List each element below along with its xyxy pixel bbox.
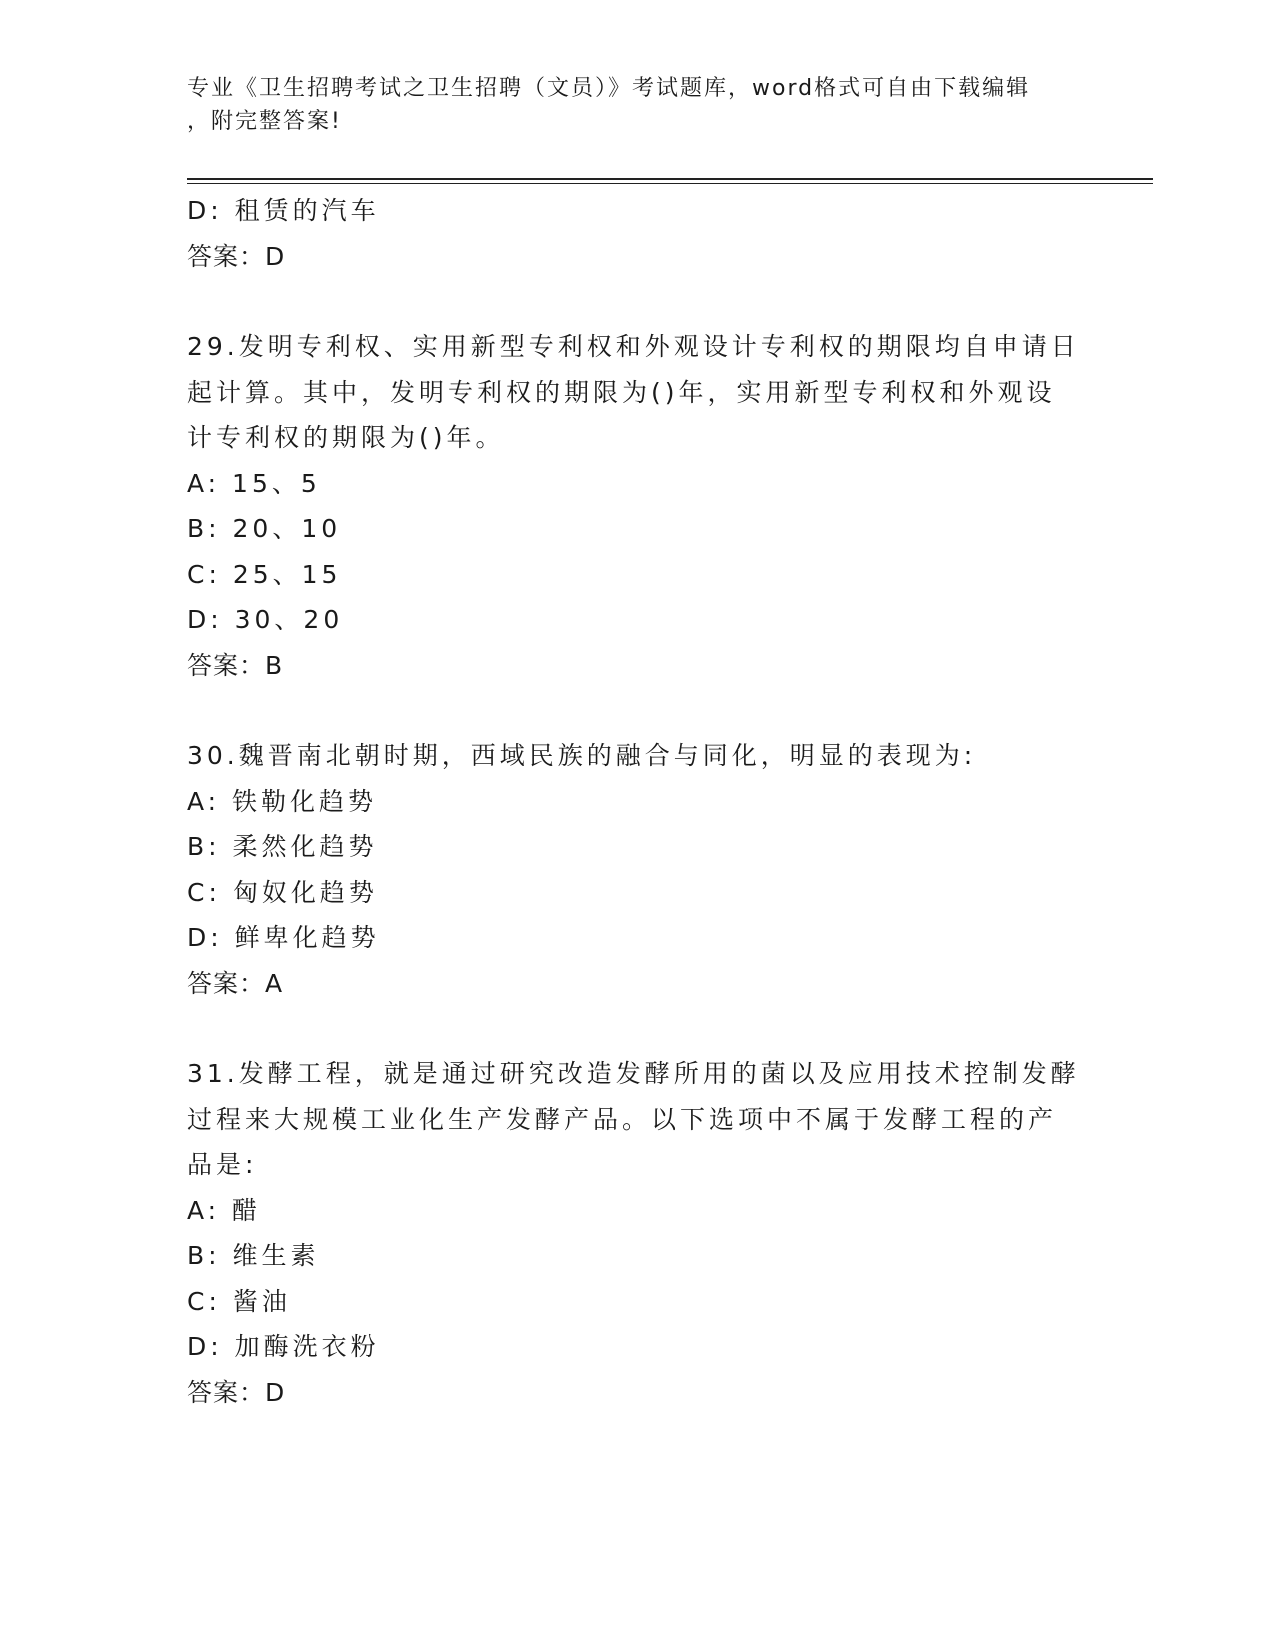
option-b: B: 柔然化趋势 [187, 832, 378, 861]
previous-question-tail [187, 188, 1087, 279]
option-b: B: 20、10 [187, 514, 342, 543]
question-text-line: 29.发明专利权、实用新型专利权和外观设计专利权的期限均自申请日 [187, 332, 1080, 361]
answer-line: 答案：A [187, 968, 284, 998]
option-d: D: 鲜卑化趋势 [187, 923, 380, 952]
answer-line: 答案：D [187, 241, 286, 271]
option-a: A: 醋 [187, 1195, 262, 1225]
answer-line: 答案：B [187, 650, 284, 680]
question-text-line: 过程来大规模工业化生产发酵产品。以下选项中不属于发酵工程的产 [187, 1104, 1058, 1134]
option-d: D: 30、20 [187, 605, 344, 634]
header-line-2: ，附完整答案! [187, 109, 342, 134]
answer-line: 答案：D [187, 1377, 286, 1407]
question-29 [187, 324, 1087, 688]
option-d: D: 租赁的汽车 [187, 196, 380, 225]
option-c: C: 酱油 [187, 1286, 291, 1316]
header-rule-thin [187, 183, 1153, 184]
question-30 [187, 733, 1087, 1006]
question-text-line: 品是: [187, 1150, 258, 1179]
question-text-line: 计专利权的期限为()年。 [187, 423, 505, 452]
option-d: D: 加酶洗衣粉 [187, 1332, 380, 1361]
option-a: A: 15、5 [187, 468, 321, 498]
option-c: C: 25、15 [187, 559, 342, 589]
question-text-line: 起计算。其中，发明专利权的期限为()年，实用新型专利权和外观设 [187, 377, 1056, 407]
question-text-line: 31.发酵工程，就是通过研究改造发酵所用的菌以及应用技术控制发酵 [187, 1059, 1080, 1088]
header-line-1: 专业《卫生招聘考试之卫生招聘（文员）》考试题库，word格式可自由下载编辑 [187, 76, 1031, 101]
header-rule-thick [187, 178, 1153, 180]
option-a: A: 铁勒化趋势 [187, 786, 378, 816]
question-31 [187, 1051, 1087, 1415]
document-body [187, 188, 1087, 1415]
option-b: B: 维生素 [187, 1241, 320, 1270]
page-header [187, 72, 1087, 138]
option-c: C: 匈奴化趋势 [187, 877, 378, 907]
question-text-line: 30.魏晋南北朝时期，西域民族的融合与同化，明显的表现为: [187, 741, 977, 770]
